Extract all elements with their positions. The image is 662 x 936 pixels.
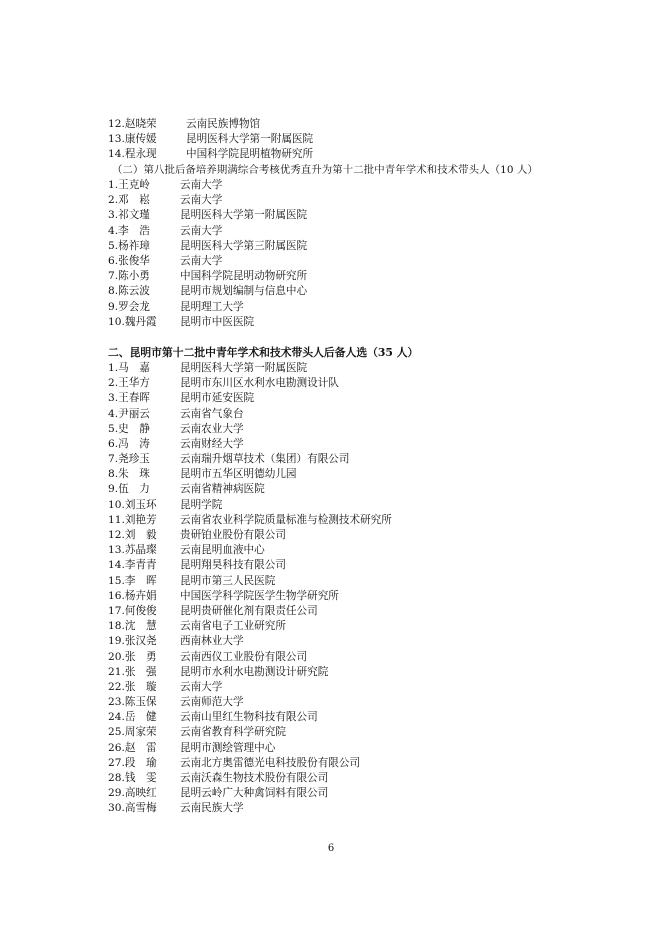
list-item <box>108 634 558 649</box>
list-item <box>108 482 558 497</box>
affiliation: 云南大学 <box>180 194 223 207</box>
list-item <box>108 801 558 816</box>
list-item <box>108 391 558 406</box>
person-name: 13.康传媛 <box>108 133 157 146</box>
list-item <box>108 407 558 422</box>
affiliation: 昆明翔昊科技有限公司 <box>180 559 286 572</box>
list-item <box>108 771 558 786</box>
list-item <box>108 239 558 254</box>
affiliation: 云南山里红生物科技有限公司 <box>180 711 318 724</box>
person-name: 8.朱 珠 <box>108 468 150 481</box>
list-item <box>108 680 558 695</box>
affiliation: 贵研铂业股份有限公司 <box>180 529 286 541</box>
person-name: 6.冯 涛 <box>108 437 150 450</box>
list-item <box>108 284 558 299</box>
affiliation: 昆明市测绘管理中心 <box>180 741 276 754</box>
list-item <box>108 498 558 513</box>
person-name: 21.张 强 <box>108 665 157 678</box>
affiliation: 昆明云岭广大种禽饲料有限公司 <box>180 787 329 800</box>
affiliation: 昆明市第三人民医院 <box>180 574 276 587</box>
person-name: 13.苏晶璨 <box>108 544 157 557</box>
person-name: 14.程永现 <box>108 148 157 161</box>
person-name: 5.史 静 <box>108 422 150 435</box>
affiliation: 昆明市东川区水利水电勘测设计队 <box>180 377 339 390</box>
person-name: 17.何俊俊 <box>108 604 157 617</box>
list-item <box>108 528 558 543</box>
affiliation: 昆明医科大学第三附属医院 <box>180 239 308 252</box>
affiliation: 云南瑞升烟草技术（集团）有限公司 <box>180 453 350 466</box>
list-item <box>108 361 558 376</box>
affiliation: 云南财经大学 <box>180 437 244 450</box>
list-item <box>108 269 558 284</box>
list-item <box>108 178 558 193</box>
list-item <box>108 208 558 223</box>
affiliation: 中国医学科学院医学生物学研究所 <box>180 589 339 602</box>
list-item <box>108 467 558 482</box>
person-name: 19.张汉尧 <box>108 635 157 648</box>
affiliation: 云南大学 <box>180 224 223 237</box>
person-name: 10.魏丹霞 <box>108 315 157 328</box>
person-name: 5.杨祚璋 <box>108 239 150 252</box>
person-name: 12.赵晓荣 <box>108 118 157 130</box>
affiliation: 中国科学院昆明动物研究所 <box>180 270 308 283</box>
affiliation: 昆明市五华区明德幼儿园 <box>180 468 297 481</box>
affiliation: 中国科学院昆明植物研究所 <box>186 148 314 161</box>
affiliation: 云南民族大学 <box>180 802 244 815</box>
affiliation: 云南大学 <box>180 255 223 267</box>
affiliation: 云南省气象台 <box>180 407 244 420</box>
list-part-a <box>108 117 558 163</box>
person-name: 16.杨卉娟 <box>108 589 157 602</box>
list-item <box>108 665 558 680</box>
person-name: 8.陈云波 <box>108 285 150 298</box>
list-item <box>108 558 558 573</box>
affiliation: 西南林业大学 <box>180 635 244 648</box>
list-item <box>108 650 558 665</box>
list-item <box>108 513 558 528</box>
affiliation: 昆明市水利水电勘测设计研究院 <box>180 665 329 678</box>
list-item <box>108 725 558 740</box>
person-name: 24.岳 健 <box>108 711 157 724</box>
list-item <box>108 300 558 315</box>
person-name: 12.刘 毅 <box>108 529 157 541</box>
list-item <box>108 604 558 619</box>
affiliation: 昆明医科大学第一附属医院 <box>186 133 314 146</box>
list-item <box>108 437 558 452</box>
affiliation: 云南农业大学 <box>180 422 244 435</box>
list-item <box>108 695 558 710</box>
list-item <box>108 786 558 801</box>
affiliation: 云南省精神病医院 <box>180 483 265 496</box>
person-name: 1.王克岭 <box>108 179 150 192</box>
affiliation: 昆明医科大学第一附属医院 <box>180 209 308 222</box>
affiliation: 云南民族博物馆 <box>186 118 261 130</box>
spacer <box>108 330 558 345</box>
list-item <box>108 315 558 330</box>
person-name: 18.沈 慧 <box>108 620 157 633</box>
list-item <box>108 756 558 771</box>
affiliation: 昆明学院 <box>180 498 223 511</box>
person-name: 3.王春晖 <box>108 392 150 405</box>
person-name: 4.李 浩 <box>108 224 150 237</box>
person-name: 27.段 瑜 <box>108 756 157 769</box>
affiliation: 昆明贵研催化剂有限责任公司 <box>180 604 318 617</box>
person-name: 23.陈玉保 <box>108 696 157 709</box>
person-name: 2.王华方 <box>108 377 150 390</box>
person-name: 3.祁文瑾 <box>108 209 150 222</box>
person-name: 4.尹丽云 <box>108 407 150 420</box>
person-name: 9.罗会龙 <box>108 300 150 313</box>
person-name: 26.赵 雷 <box>108 741 157 754</box>
person-name: 1.马 嘉 <box>108 361 150 374</box>
list-item <box>108 193 558 208</box>
affiliation: 云南北方奥雷德光电科技股份有限公司 <box>180 756 361 769</box>
affiliation: 云南西仪工业股份有限公司 <box>180 650 308 663</box>
affiliation: 云南沃森生物技术股份有限公司 <box>180 772 329 784</box>
person-name: 6.张俊华 <box>108 255 150 267</box>
list-part-b <box>108 178 558 330</box>
affiliation: 云南师范大学 <box>180 696 244 709</box>
list-item <box>108 117 558 132</box>
list-item <box>108 132 558 147</box>
person-name: 15.李 晖 <box>108 574 157 587</box>
list-item <box>108 422 558 437</box>
affiliation: 昆明理工大学 <box>180 300 244 313</box>
person-name: 14.李青青 <box>108 559 157 572</box>
person-name: 2.邓 崧 <box>108 194 150 207</box>
person-name: 9.伍 力 <box>108 483 150 496</box>
list-item <box>108 147 558 162</box>
affiliation: 昆明医科大学第一附属医院 <box>180 361 308 374</box>
person-name: 7.陈小勇 <box>108 270 150 283</box>
document-body <box>108 117 558 817</box>
affiliation: 昆明市规划编制与信息中心 <box>180 285 308 298</box>
list-item <box>108 710 558 725</box>
person-name: 25.周家荣 <box>108 726 157 739</box>
affiliation: 云南省教育科学研究院 <box>180 726 286 739</box>
list-item <box>108 589 558 604</box>
affiliation: 云南大学 <box>180 680 223 693</box>
list-item <box>108 543 558 558</box>
affiliation: 云南大学 <box>180 179 223 192</box>
list-item <box>108 574 558 589</box>
person-name: 11.刘艳芳 <box>108 513 157 526</box>
person-name: 20.张 勇 <box>108 650 157 663</box>
person-name: 30.高雪梅 <box>108 802 157 815</box>
list-item <box>108 452 558 467</box>
person-name: 7.尧珍玉 <box>108 453 150 466</box>
affiliation: 云南省电子工业研究所 <box>180 620 286 633</box>
list-item <box>108 619 558 634</box>
subsection-title: （二）第八批后备培养期满综合考核优秀直升为第十二批中青年学术和技术带头人（10 人） <box>112 163 538 176</box>
page-number: 6 <box>327 843 335 854</box>
list-item <box>108 376 558 391</box>
affiliation: 昆明市延安医院 <box>180 392 255 405</box>
list-item <box>108 254 558 269</box>
person-name: 22.张 璇 <box>108 680 157 693</box>
section-title: 二、昆明市第十二批中青年学术和技术带头人后备人选（35 人） <box>108 345 419 359</box>
list-part-c <box>108 361 558 817</box>
affiliation: 云南昆明血液中心 <box>180 544 265 557</box>
list-item <box>108 741 558 756</box>
affiliation: 昆明市中医医院 <box>180 315 255 328</box>
affiliation: 云南省农业科学院质量标准与检测技术研究所 <box>180 513 392 526</box>
person-name: 29.高映红 <box>108 787 157 800</box>
list-item <box>108 224 558 239</box>
person-name: 28.钱 雯 <box>108 772 157 784</box>
person-name: 10.刘玉环 <box>108 498 157 511</box>
